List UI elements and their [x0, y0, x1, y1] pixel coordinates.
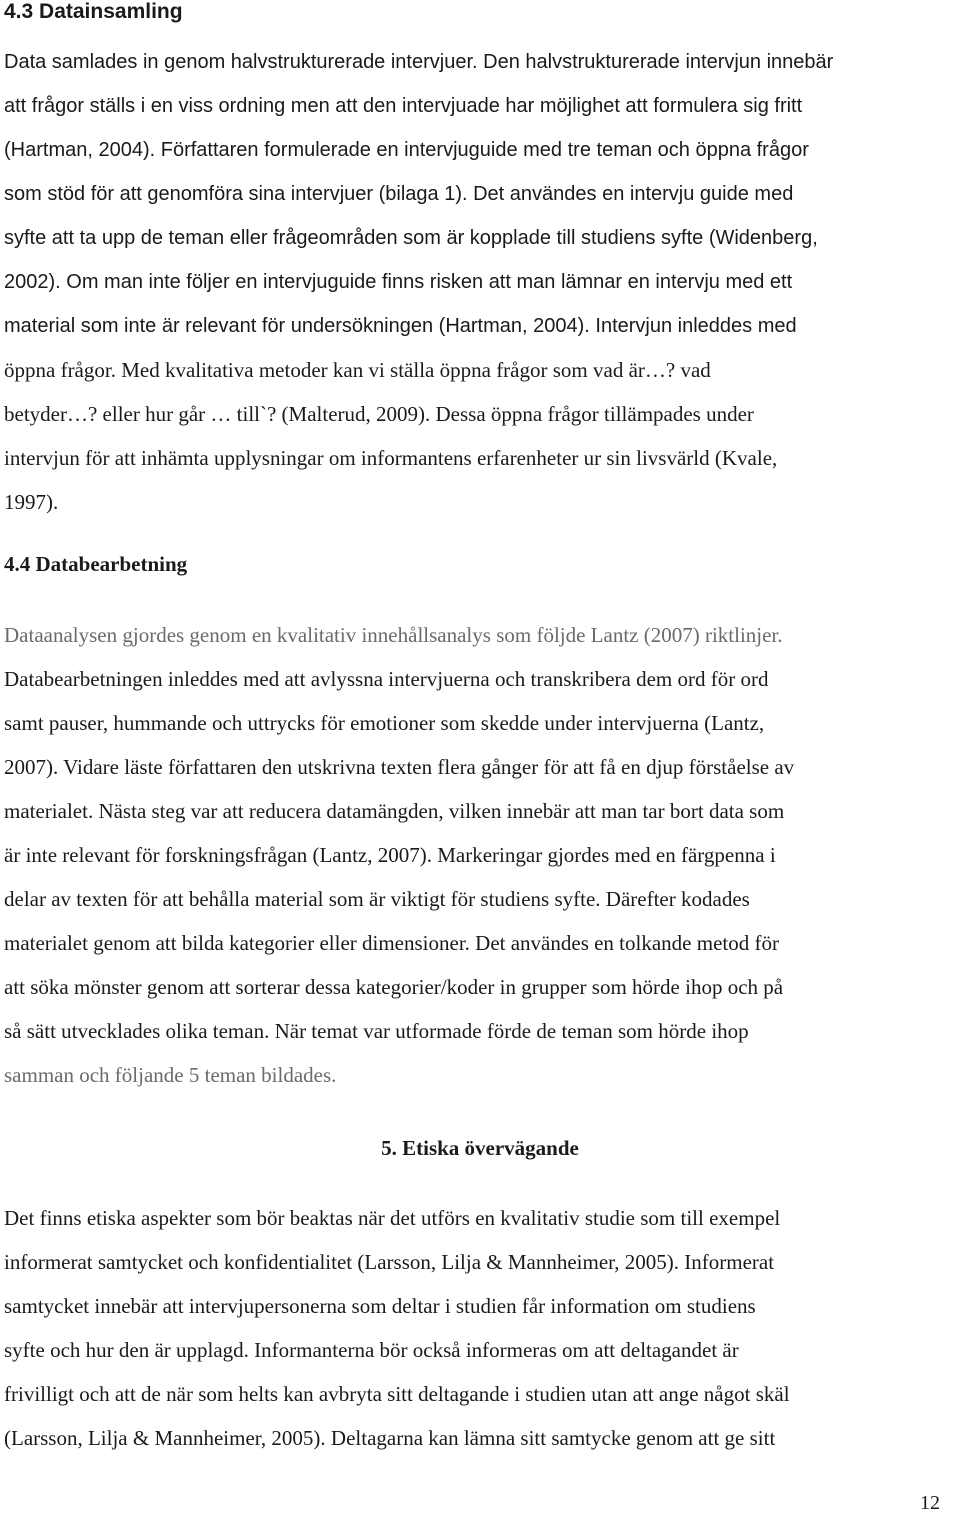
text-line: material som inte är relevant för undersökningen (Hartman, 2004). Intervjun inleddes med — [4, 315, 797, 337]
section-heading-datainsamling: 4.3 Datainsamling — [4, 0, 183, 23]
paragraph-etiska-overvagande — [4, 1196, 956, 1460]
text-line: Det finns etiska aspekter som bör beaktas när det utförs en kvalitativ studie som till exempel — [4, 1206, 781, 1230]
section-heading-databearbetning: 4.4 Databearbetning — [4, 552, 188, 576]
text-line: 2002). Om man inte följer en intervjuguide finns risken att man lämnar en intervju med ett — [4, 271, 793, 293]
section-heading-etiska-overvagande: 5. Etiska övervägande — [381, 1136, 579, 1160]
text-line: är inte relevant för forskningsfrågan (Lantz, 2007). Markeringar gjordes med en färgpenna i — [4, 843, 776, 867]
text-line: informerat samtycket och konfidentialitet (Larsson, Lilja & Mannheimer, 2005). Informerat — [4, 1250, 775, 1274]
text-line: som stöd för att genomföra sina intervjuer (bilaga 1). Det användes en intervju guide med — [4, 183, 794, 205]
paragraph-datainsamling — [4, 40, 956, 524]
text-line: så sätt utvecklades olika teman. När temat var utformade förde de teman som hörde ihop — [4, 1019, 749, 1043]
text-line: 1997). — [4, 490, 59, 514]
text-line: samtycket innebär att intervjupersonerna som deltar i studien får information om studiens — [4, 1294, 756, 1318]
text-line: öppna frågor. Med kvalitativa metoder kan vi ställa öppna frågor som vad är…? vad — [4, 358, 711, 382]
text-line: att söka mönster genom att sorterar dessa kategorier/koder in grupper som hörde ihop och på — [4, 975, 784, 999]
text-line: materialet. Nästa steg var att reducera datamängden, vilken innebär att man tar bort data som — [4, 799, 785, 823]
text-line: (Hartman, 2004). Författaren formulerade en intervjuguide med tre teman och öppna frågor — [4, 139, 809, 161]
text-line: materialet genom att bilda kategorier eller dimensioner. Det användes en tolkande metod för — [4, 931, 779, 955]
paragraph-databearbetning — [4, 613, 956, 1097]
text-line: syfte att ta upp de teman eller frågeområden som är kopplade till studiens syfte (Widenberg, — [4, 227, 818, 249]
text-line: samman och följande 5 teman bildades. — [4, 1063, 337, 1087]
text-line: samt pauser, hummande och uttrycks för emotioner som skedde under intervjuerna (Lantz, — [4, 711, 765, 735]
text-line: betyder…? eller hur går … till`? (Malterud, 2009). Dessa öppna frågor tillämpades under — [4, 402, 754, 426]
text-line: intervjun för att inhämta upplysningar om informantens erfarenheter ur sin livsvärld (Kvale, — [4, 446, 778, 470]
text-line: (Larsson, Lilja & Mannheimer, 2005). Deltagarna kan lämna sitt samtycke genom att ge sitt — [4, 1426, 776, 1450]
text-line: delar av texten för att behålla material som är viktigt för studiens syfte. Därefter kodades — [4, 887, 750, 911]
text-line: Databearbetningen inleddes med att avlyssna intervjuerna och transkribera dem ord för ord — [4, 667, 769, 691]
text-line: frivilligt och att de när som helts kan avbryta sitt deltagande i studien utan att ange något skäl — [4, 1382, 790, 1406]
text-line: 2007). Vidare läste författaren den utskrivna texten flera gånger för att få en djup förståelse av — [4, 755, 795, 779]
text-line: syfte och hur den är upplagd. Informanterna bör också informeras om att deltagandet är — [4, 1338, 739, 1362]
page-number: 12 — [920, 1492, 940, 1514]
text-line: Data samlades in genom halvstrukturerade intervjuer. Den halvstrukturerade intervjun innebär — [4, 51, 834, 73]
text-line: att frågor ställs i en viss ordning men att den intervjuade har möjlighet att formulera sig fritt — [4, 95, 803, 117]
text-line: Dataanalysen gjordes genom en kvalitativ innehållsanalys som följde Lantz (2007) riktlinjer. — [4, 623, 783, 647]
